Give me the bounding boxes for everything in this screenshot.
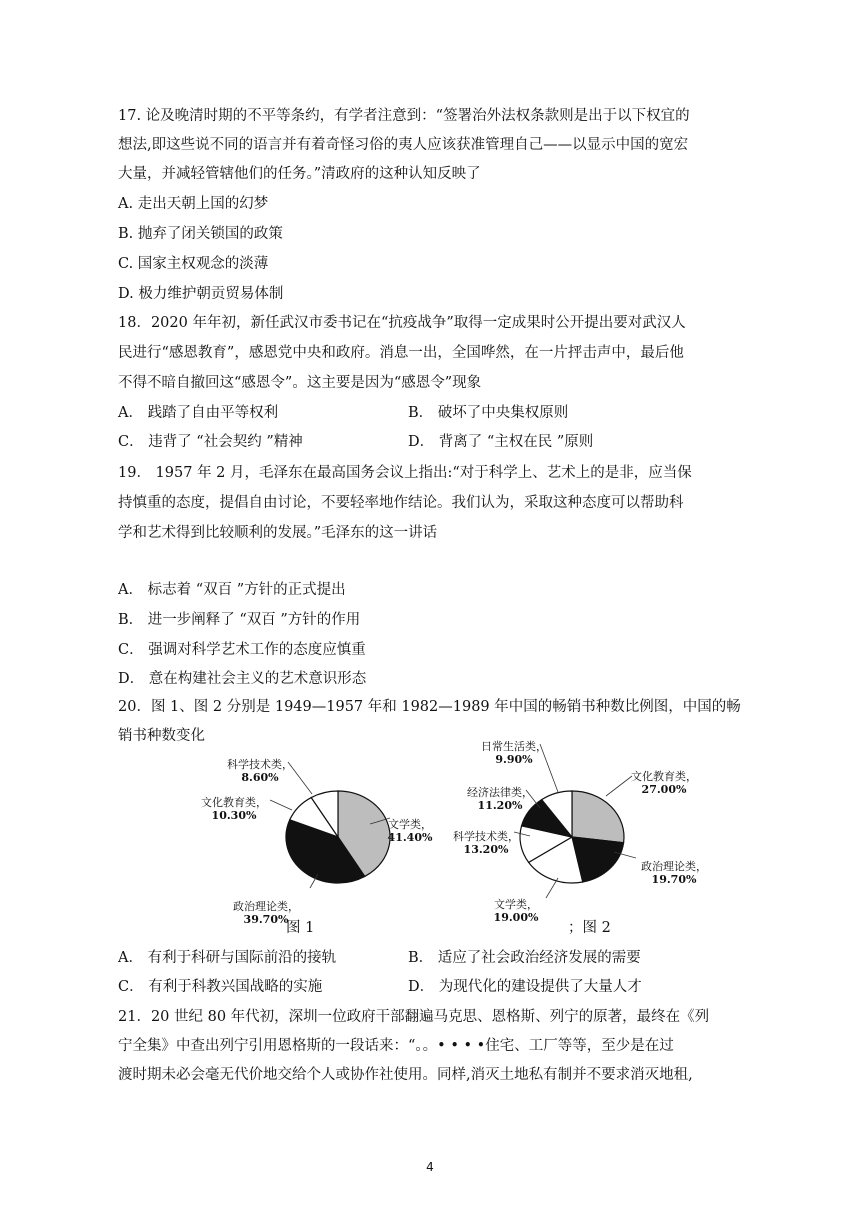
slice-name-label-2-1: 文化教育类， xyxy=(631,770,697,783)
q17-option-c: C. 国家主权观念的淡薄 xyxy=(118,256,269,272)
pie-slice-2-1 xyxy=(572,791,624,843)
q17-stem-line-3: 大量，并减轻管辖他们的任务。”清政府的这种认知反映了 xyxy=(118,166,481,182)
slice-value-label-1-2: 39.70% xyxy=(243,913,289,926)
slice-name-label-1-1: 文学类， xyxy=(388,818,432,831)
pie-chart-fig2 xyxy=(520,791,624,883)
q17-stem-line-2: 想法,即这些说不同的语言并有着奇怪习俗的夷人应该获准管理自己——以显示中国的宽宏 xyxy=(118,137,689,153)
q17-stem-line-1: 17. 论及晚清时期的不平等条约，有学者注意到：“签署治外法权条款则是出于以下权宜的 xyxy=(118,108,690,124)
slice-value-label-2-1: 27.00% xyxy=(641,783,687,796)
pie-labels xyxy=(201,740,707,926)
q18-option-d: D． 背离了 “主权在民 ”原则 xyxy=(408,434,594,450)
slice-value-label-1-1: 41.40% xyxy=(387,831,433,844)
pie-charts-figure xyxy=(200,740,740,940)
slice-value-label-1-4: 8.60% xyxy=(241,771,279,784)
pie-chart-fig1 xyxy=(286,791,390,883)
q20-option-b: B． 适应了社会政治经济发展的需要 xyxy=(408,950,641,966)
q19-stem-line-1: 19． 1957 年 2 月，毛泽东在最高国务会议上指出:“对于科学上、艺术上的是非，应当保 xyxy=(118,465,692,481)
slice-value-label-2-5: 11.20% xyxy=(477,799,523,812)
q20-stem-line-2: 销书种数变化 xyxy=(118,728,205,744)
q18-option-b: B． 破坏了中央集权原则 xyxy=(408,405,569,421)
q21-stem-line-3: 渡时期未必会毫无代价地交给个人或协作社使用。同样,消灭土地私有制并不要求消灭地租, xyxy=(118,1067,693,1083)
slice-value-label-2-2: 19.70% xyxy=(651,873,697,886)
q18-stem-line-3: 不得不暗自撤回这“感恩令”。这主要是因为“感恩令”现象 xyxy=(118,375,482,391)
q19-option-d: D． 意在构建社会主义的艺术意识形态 xyxy=(118,671,367,687)
fig2-caption: ；图 2 xyxy=(568,920,611,936)
q17-option-b: B. 抛弃了闭关锁国的政策 xyxy=(118,226,283,242)
slice-name-label-2-3: 文学类， xyxy=(494,898,538,911)
q17-option-d: D. 极力维护朝贡贸易体制 xyxy=(118,286,284,302)
slice-name-label-1-3: 文化教育类， xyxy=(201,796,267,809)
q18-stem-line-2: 民进行“感恩教育”，感恩党中央和政府。消息一出，全国哗然，在一片抨击声中，最后他 xyxy=(118,345,684,361)
q18-option-c: C． 违背了 “社会契约 ”精神 xyxy=(118,434,303,450)
slice-value-label-2-3: 19.00% xyxy=(493,911,539,924)
slice-value-label-1-3: 10.30% xyxy=(211,809,257,822)
slice-value-label-2-6: 9.90% xyxy=(495,753,533,766)
slice-name-label-2-5: 经济法律类， xyxy=(467,786,533,799)
slice-value-label-2-4: 13.20% xyxy=(463,843,509,856)
q20-option-a: A． 有利于科研与国际前沿的接轨 xyxy=(118,950,337,966)
leader-line-2-1 xyxy=(606,776,632,796)
leader-line-1-3 xyxy=(270,800,292,810)
slice-name-label-2-2: 政治理论类， xyxy=(641,860,707,873)
q18-stem-line-1: 18．2020 年年初，新任武汉市委书记在“抗疫战争”取得一定成果时公开提出要对武汉人 xyxy=(118,315,686,331)
q19-option-b: B． 进一步阐释了 “双百 ”方针的作用 xyxy=(118,612,361,628)
q17-option-a: A. 走出天朝上国的幻梦 xyxy=(118,196,269,212)
pie-charts-svg xyxy=(200,740,740,940)
slice-name-label-2-4: 科学技术类， xyxy=(453,830,519,843)
q19-stem-line-3: 学和艺术得到比较顺利的发展。”毛泽东的这一讲话 xyxy=(118,525,438,541)
q19-option-c: C． 强调对科学艺术工作的态度应慎重 xyxy=(118,642,366,658)
q21-stem-line-1: 21．20 世纪 80 年代初，深圳一位政府干部翻遍马克思、恩格斯、列宁的原著，最终在《列 xyxy=(118,1009,710,1025)
page-number: 4 xyxy=(426,1160,434,1174)
q20-option-d: D． 为现代化的建设提供了大量人才 xyxy=(408,979,642,995)
slice-name-label-1-2: 政治理论类， xyxy=(233,900,299,913)
q19-stem-line-2: 持慎重的态度，提倡自由讨论，不要轻率地作结论。我们认为，采取这种态度可以帮助科 xyxy=(118,495,684,511)
q20-option-c: C． 有利于科教兴国战略的实施 xyxy=(118,979,323,995)
q19-option-a: A． 标志着 “双百 ”方针的正式提出 xyxy=(118,582,346,598)
q21-stem-line-2: 宁全集》中查出列宁引用恩格斯的一段话来：“。。• • • •住宅、工厂等等，至少是在过 xyxy=(118,1038,674,1054)
q18-option-a: A． 践踏了自由平等权利 xyxy=(118,405,279,421)
fig1-caption: 图 1 xyxy=(286,920,315,936)
slice-name-label-1-4: 科学技术类， xyxy=(227,758,293,771)
q20-stem-line-1: 20．图 1、图 2 分别是 1949—1957 年和 1982—1989 年中国的畅销书种数比例图，中国的畅 xyxy=(118,699,741,715)
slice-name-label-2-6: 日常生活类， xyxy=(481,740,547,753)
leader-line-2-3 xyxy=(546,878,558,898)
